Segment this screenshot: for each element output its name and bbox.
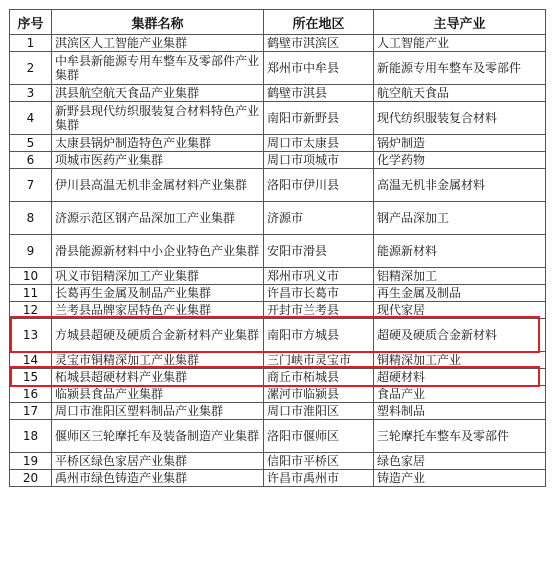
leading-industry-cell: 现代纺织服装复合材料 [374,102,546,135]
leading-industry-cell: 人工智能产业 [374,35,546,52]
cluster-name-cell: 济源示范区钢产品深加工产业集群 [52,202,264,235]
leading-industry-cell: 高温无机非金属材料 [374,169,546,202]
header-region: 所在地区 [264,10,374,35]
region-cell: 鹤壁市淇县 [264,85,374,102]
table-row [10,453,546,470]
row-index-cell: 3 [10,85,52,102]
region-cell: 商丘市柘城县 [264,369,374,386]
row-index-cell: 16 [10,386,52,403]
table-row [10,52,546,85]
row-index-cell: 5 [10,135,52,152]
leading-industry-cell: 塑料制品 [374,403,546,420]
region-cell: 济源市 [264,202,374,235]
row-index-cell: 1 [10,35,52,52]
cluster-name-cell: 太康县锅炉制造特色产业集群 [52,135,264,152]
cluster-name-cell: 灵宝市铜精深加工产业集群 [52,352,264,369]
region-cell: 周口市项城市 [264,152,374,169]
cluster-name-cell: 禹州市绿色铸造产业集群 [52,470,264,487]
region-cell: 鹤壁市淇滨区 [264,35,374,52]
leading-industry-cell: 三轮摩托车整车及零部件 [374,420,546,453]
leading-industry-cell: 锅炉制造 [374,135,546,152]
region-cell: 洛阳市伊川县 [264,169,374,202]
industry-cluster-table [9,9,546,487]
table-row [10,369,546,386]
table-row [10,285,546,302]
cluster-name-cell: 巩义市铝精深加工产业集群 [52,268,264,285]
region-cell: 开封市兰考县 [264,302,374,319]
leading-industry-cell: 再生金属及制品 [374,285,546,302]
row-index-cell: 8 [10,202,52,235]
cluster-name-cell: 中牟县新能源专用车整车及零部件产业集群 [52,52,264,85]
row-index-cell: 15 [10,369,52,386]
leading-industry-cell: 铜精深加工产业 [374,352,546,369]
row-index-cell: 9 [10,235,52,268]
cluster-name-cell: 淇县航空航天食品产业集群 [52,85,264,102]
header-row [10,10,546,35]
region-cell: 南阳市方城县 [264,319,374,352]
table-row [10,135,546,152]
table-row [10,169,546,202]
table-row [10,235,546,268]
table-row [10,470,546,487]
leading-industry-cell: 超硬及硬质合金新材料 [374,319,546,352]
cluster-name-cell: 兰考县品牌家居特色产业集群 [52,302,264,319]
cluster-name-cell: 新野县现代纺织服装复合材料特色产业集群 [52,102,264,135]
header-leading-industry: 主导产业 [374,10,546,35]
region-cell: 漯河市临颍县 [264,386,374,403]
header-cluster-name: 集群名称 [52,10,264,35]
row-index-cell: 11 [10,285,52,302]
table-body [10,35,546,487]
cluster-name-cell: 长葛再生金属及制品产业集群 [52,285,264,302]
row-index-cell: 14 [10,352,52,369]
table-row [10,85,546,102]
row-index-cell: 20 [10,470,52,487]
table-row [10,420,546,453]
table-row [10,102,546,135]
region-cell: 安阳市滑县 [264,235,374,268]
table-row [10,202,546,235]
cluster-name-cell: 周口市淮阳区塑料制品产业集群 [52,403,264,420]
row-index-cell: 6 [10,152,52,169]
region-cell: 许昌市禹州市 [264,470,374,487]
leading-industry-cell: 化学药物 [374,152,546,169]
cluster-name-cell: 偃师区三轮摩托车及装备制造产业集群 [52,420,264,453]
region-cell: 南阳市新野县 [264,102,374,135]
region-cell: 洛阳市偃师区 [264,420,374,453]
cluster-name-cell: 伊川县高温无机非金属材料产业集群 [52,169,264,202]
region-cell: 周口市太康县 [264,135,374,152]
leading-industry-cell: 超硬材料 [374,369,546,386]
row-index-cell: 10 [10,268,52,285]
row-index-cell: 4 [10,102,52,135]
leading-industry-cell: 新能源专用车整车及零部件 [374,52,546,85]
leading-industry-cell: 铸造产业 [374,470,546,487]
leading-industry-cell: 航空航天食品 [374,85,546,102]
table-row [10,302,546,319]
cluster-name-cell: 平桥区绿色家居产业集群 [52,453,264,470]
cluster-name-cell: 柘城县超硬材料产业集群 [52,369,264,386]
cluster-name-cell: 临颍县食品产业集群 [52,386,264,403]
region-cell: 许昌市长葛市 [264,285,374,302]
row-index-cell: 18 [10,420,52,453]
cluster-name-cell: 方城县超硬及硬质合金新材料产业集群 [52,319,264,352]
row-index-cell: 7 [10,169,52,202]
region-cell: 郑州市巩义市 [264,268,374,285]
leading-industry-cell: 能源新材料 [374,235,546,268]
cluster-name-cell: 淇滨区人工智能产业集群 [52,35,264,52]
leading-industry-cell: 现代家居 [374,302,546,319]
table-row [10,268,546,285]
region-cell: 三门峡市灵宝市 [264,352,374,369]
cluster-name-cell: 项城市医药产业集群 [52,152,264,169]
leading-industry-cell: 绿色家居 [374,453,546,470]
row-index-cell: 19 [10,453,52,470]
row-index-cell: 13 [10,319,52,352]
row-index-cell: 12 [10,302,52,319]
leading-industry-cell: 钢产品深加工 [374,202,546,235]
table-row [10,352,546,369]
leading-industry-cell: 食品产业 [374,386,546,403]
cluster-name-cell: 滑县能源新材料中小企业特色产业集群 [52,235,264,268]
table-row [10,319,546,352]
leading-industry-cell: 铝精深加工 [374,268,546,285]
table-row [10,403,546,420]
row-index-cell: 2 [10,52,52,85]
region-cell: 信阳市平桥区 [264,453,374,470]
table-row [10,35,546,52]
region-cell: 周口市淮阳区 [264,403,374,420]
table-row [10,386,546,403]
header-index: 序号 [10,10,52,35]
row-index-cell: 17 [10,403,52,420]
table-row [10,152,546,169]
region-cell: 郑州市中牟县 [264,52,374,85]
